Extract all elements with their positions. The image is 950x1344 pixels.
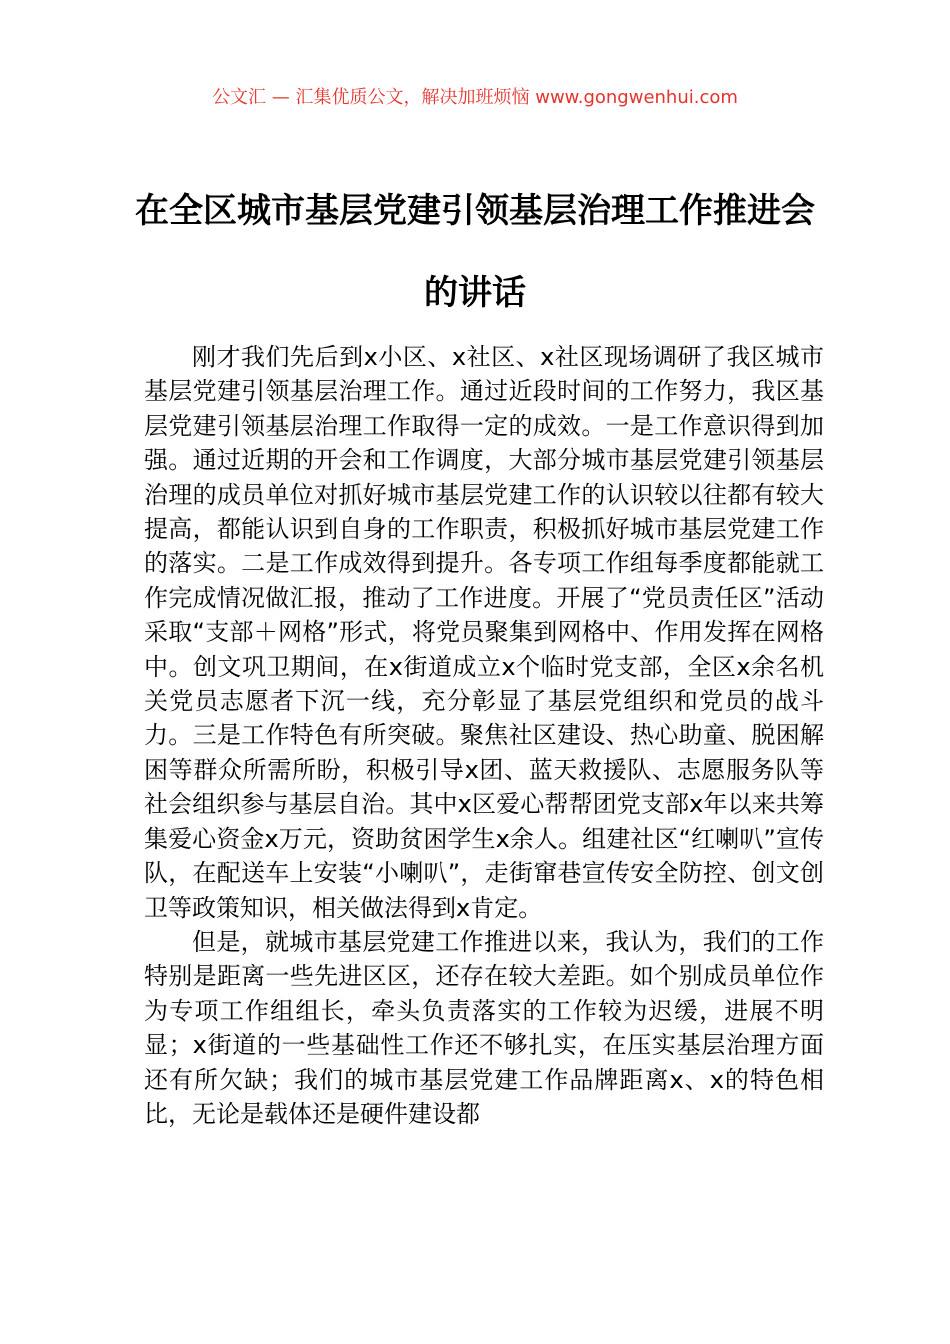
document-body bbox=[144, 340, 824, 1131]
document-title: 在全区城市基层党建引领基层治理工作推进会的讲话 bbox=[135, 191, 815, 313]
paragraph-1: 刚才我们先后到x小区、x社区、x社区现场调研了我区城市基层党建引领基层治理工作。通过近段时间的工作努力，我区基层党建引领基层治理工作取得一定的成效。一是工作意识得到加强。通过近期的开会和工作调度，大部分城市基层党建引领基层治理的成员单位对抓好城市基层党建工作的认识较以往都有较大提高，都能认识到自身的工作职责，积极抓好城市基层党建工作的落实。二是工作成效得到提升。各专项工作组每季度都能就工作完成情况做汇报，推动了工作进度。开展了“党员责任区”活动采取“支部＋网格”形式，将党员聚集到网格中、作用发挥在网格中。创文巩卫期间，在x街道成立x个临时党支部，全区x余名机关党员志愿者下沉一线，充分彰显了基层党组织和党员的战斗力。三是工作特色有所突破。聚焦社区建设、热心助童、脱困解困等群众所需所盼，积极引导x团、蓝天救援队、志愿服务队等社会组织参与基层自治。其中x区爱心帮帮团党支部x年以来共筹集爱心资金x万元，资助贫困学生x余人。组建社区“红喇叭”宣传队，在配送车上安装“小喇叭”，走街窜巷宣传安全防控、创文创卫等政策知识，相关做法得到x肯定。 bbox=[144, 343, 824, 922]
header-banner: 公文汇 — 汇集优质公文，解决加班烦恼 www.gongwenhui.com bbox=[212, 87, 738, 108]
paragraph-2: 但是，就城市基层党建工作推进以来，我认为，我们的工作特别是距离一些先进区区，还存在较大差距。如个别成员单位作为专项工作组组长，牵头负责落实的工作较为迟缓，进展不明显；x街道的一些基础性工作还不够扎实，在压实基层治理方面还有所欠缺；我们的城市基层党建工作品牌距离x、x的特色相比，无论是载体还是硬件建设都 bbox=[144, 927, 824, 1128]
